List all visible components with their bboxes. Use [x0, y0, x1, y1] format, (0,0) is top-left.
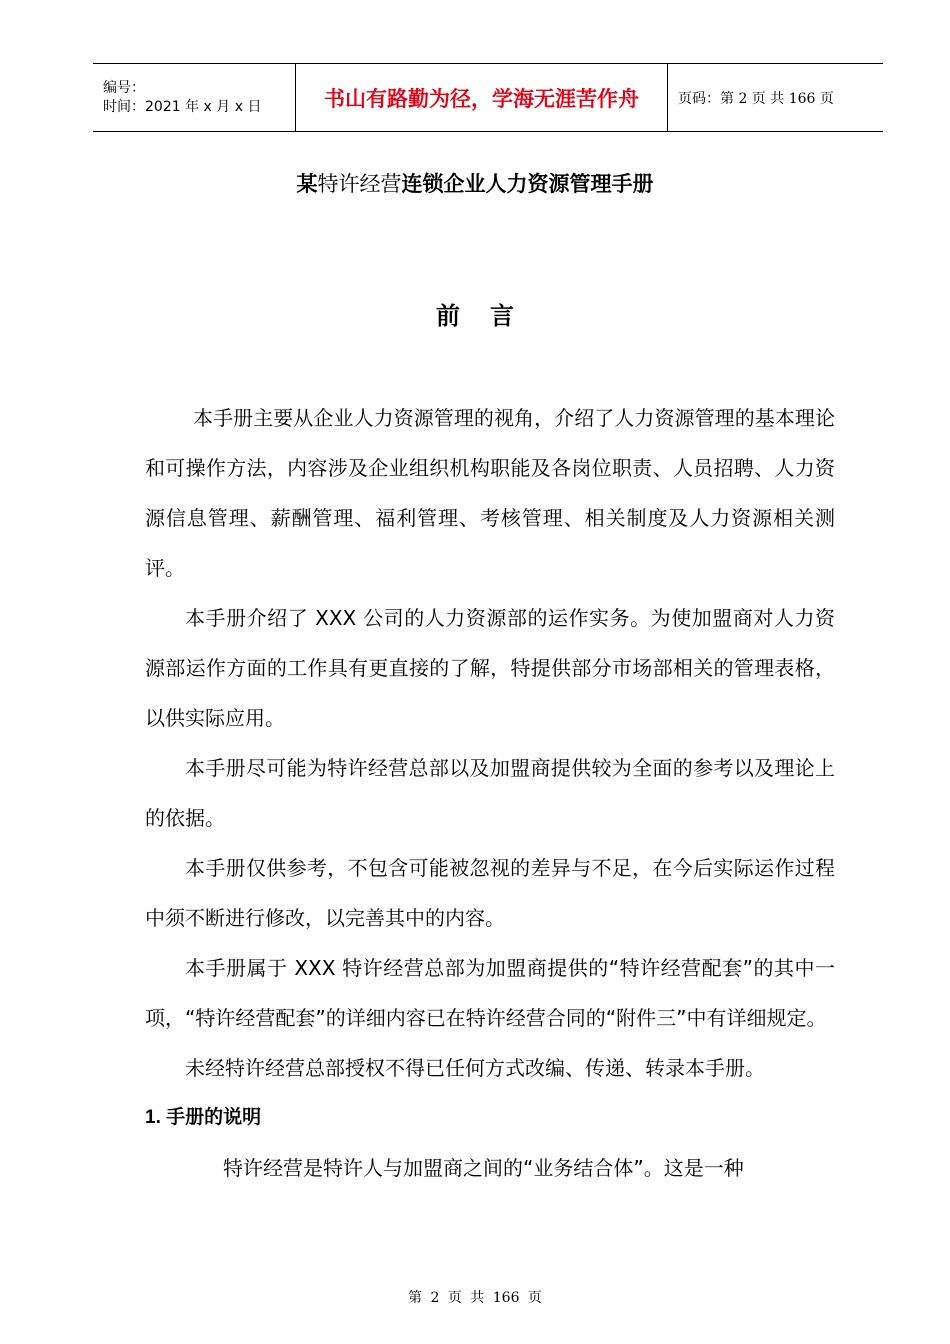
document-title — [0, 168, 950, 198]
paragraph-5: 本手册属于 XXX 特许经营总部为加盟商提供的“特许经营配套”的其中一项，“特许经营配套”的详细内容已在特许经营合同的“附件三”中有详细规定。 — [145, 956, 835, 1030]
paragraph-6: 未经特许经营总部授权不得已任何方式改编、传递、转录本手册。 — [185, 1056, 765, 1080]
document-body — [145, 393, 835, 1193]
paragraph-1: 本手册主要从企业人力资源管理的视角，介绍了人力资源管理的基本理论和可操作方法，内容涉及企业组织机构职能及各岗位职责、人员招聘、人力资源信息管理、薪酬管理、福利管理、考核管理、相关制度及人力资源相关测评。 — [145, 406, 835, 580]
header-motto: 书山有路勤为径，学海无涯苦作舟 — [295, 64, 668, 131]
title-part-3: 连锁企业人力资源管理手册 — [401, 172, 654, 196]
paragraph-3: 本手册尽可能为特许经营总部以及加盟商提供较为全面的参考以及理论上的依据。 — [145, 756, 835, 830]
time-label: 时间：2021 年 x 月 x 日 — [103, 98, 262, 115]
preface-title: 前言 — [436, 302, 544, 330]
section-heading: 1. 手册的说明 — [145, 1107, 262, 1128]
page-header — [93, 63, 883, 132]
header-meta — [93, 64, 295, 131]
section-paragraph: 特许经营是特许人与加盟商之间的“业务结合体”。这是一种 — [223, 1156, 744, 1180]
paragraph-2: 本手册介绍了 XXX 公司的人力资源部的运作实务。为使加盟商对人力资源部运作方面的工作具有更直接的了解，特提供部分市场部相关的管理表格，以供实际应用。 — [145, 606, 835, 730]
paragraph-4: 本手册仅供参考，不包含可能被忽视的差异与不足，在今后实际运作过程中须不断进行修改，以完善其中的内容。 — [145, 856, 835, 930]
page-footer: 第 2 页 共 166 页 — [408, 1290, 542, 1306]
title-part-1: 某 — [296, 172, 318, 196]
header-page-info: 页码：第 2 页 共 166 页 — [678, 90, 834, 107]
number-label: 编号： — [103, 79, 145, 96]
title-part-2: 特许经营 — [317, 172, 402, 196]
